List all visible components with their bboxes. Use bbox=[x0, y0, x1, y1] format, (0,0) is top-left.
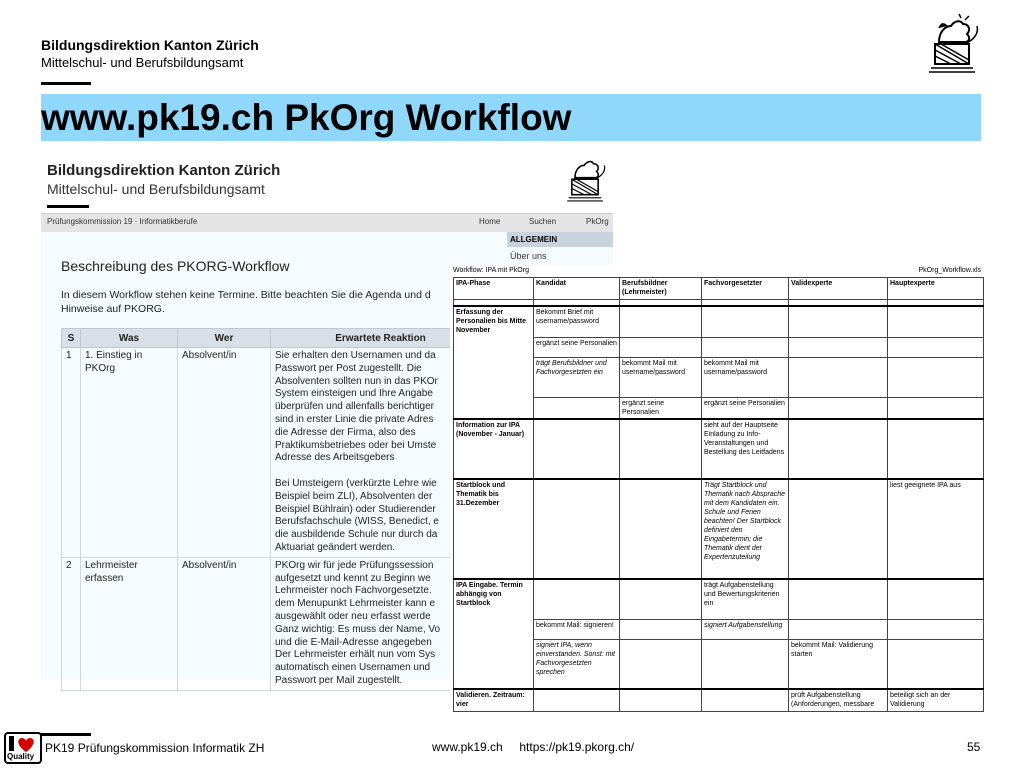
cell: Bekommt Brief mit username/password bbox=[534, 306, 620, 338]
cell bbox=[702, 619, 789, 639]
cell-text: signiert Aufgabenstellung bbox=[704, 621, 783, 629]
header-rule bbox=[41, 82, 91, 85]
cell-was bbox=[81, 348, 178, 558]
cell-line: Beispiel beim ZLI), Absolventen der bbox=[275, 490, 433, 502]
cell-line: Adresse des Arbeitsgebers bbox=[275, 452, 395, 464]
column-header-validexperte: Validexperte bbox=[789, 278, 888, 300]
column-header-reaktion: Erwartete Reaktion bbox=[271, 329, 491, 348]
table-row bbox=[454, 419, 984, 479]
cell-line: Sie erhalten den Usernamen und da bbox=[275, 350, 436, 361]
cell: ergänzt seine Personalien bbox=[702, 398, 789, 420]
screenshot-nav-site: Prüfungskommission 19 · Informatikberufe bbox=[47, 217, 198, 226]
screenshot-org-department: Mittelschul- und Berufsbildungsamt bbox=[47, 181, 265, 197]
spreadsheet-filename: PkOrg_Workflow.xls bbox=[918, 267, 981, 274]
cell-line: überprüfen und allenfalls berichtiger bbox=[275, 401, 434, 413]
cell: ergänzt seine Personalien bbox=[534, 338, 620, 358]
workflow-table bbox=[453, 277, 984, 712]
cell-line: Aktuariat geändert werden. bbox=[275, 541, 396, 553]
org-department: Mittelschul- und Berufsbildungsamt bbox=[41, 55, 244, 70]
footer-organization: PK19 Prüfungskommission Informatik ZH bbox=[45, 741, 265, 755]
cell: sieht auf der Hauptseite Einladung zu Info-Veranstaltungen und Bestellung des Leitfadens bbox=[702, 419, 789, 479]
zurich-lion-logo-icon bbox=[561, 152, 609, 208]
cell-line: aufgesetzt und kennt zu Beginn we bbox=[275, 572, 431, 584]
cell: prüft Aufgabenstellung (Anforderungen, messbare bbox=[789, 689, 888, 711]
cell-line: die Adresse der Firma, also des bbox=[275, 426, 416, 438]
table-row bbox=[454, 306, 984, 338]
slide-title: www.pk19.ch PkOrg Workflow bbox=[41, 97, 572, 138]
column-header-phase: IPA-Phase bbox=[454, 278, 534, 300]
cell-line: Praktikumsbetriebes oder bei Umste bbox=[275, 439, 437, 451]
table-row bbox=[62, 557, 491, 690]
screenshot-sidebar bbox=[507, 232, 613, 268]
column-header-was: Was bbox=[81, 329, 178, 348]
cell: bekommt Mail mit username/password bbox=[702, 358, 789, 398]
cell-line: Bei Umsteigern (verkürzte Lehre wie bbox=[275, 477, 437, 489]
i-love-quality-icon bbox=[4, 732, 42, 764]
footer-rule bbox=[41, 733, 91, 736]
table-row bbox=[454, 479, 984, 579]
cell: ergänzt seine Personalien bbox=[620, 398, 702, 420]
column-header-s: S bbox=[62, 329, 81, 348]
column-header-wer: Wer bbox=[178, 329, 271, 348]
cell-line: Passwort per Mail zugestellt. bbox=[275, 674, 403, 686]
cell bbox=[534, 639, 620, 689]
table-row bbox=[454, 579, 984, 619]
cell-wer: Absolvent/in bbox=[178, 557, 271, 690]
table-row bbox=[62, 348, 491, 558]
cell-line: und die E-Mail-Adresse angegeben bbox=[275, 636, 432, 648]
column-header-berufsbildner: Berufsbildner (Lehrmeister) bbox=[620, 278, 702, 300]
phase-cell: Validieren. Zeitraum: vier bbox=[454, 689, 534, 711]
cell: bekommt Mail: Validierung starten bbox=[789, 639, 888, 689]
nav-suchen[interactable]: Suchen bbox=[529, 217, 557, 226]
page-number: 55 bbox=[967, 740, 981, 754]
cell-line: PKOrg wir für jede Prüfungssession bbox=[275, 559, 434, 571]
cell-s: 1 bbox=[62, 348, 81, 558]
table-row bbox=[454, 639, 984, 689]
screenshot-heading: Beschreibung des PKORG-Workflow bbox=[61, 258, 290, 274]
zurich-lion-logo-icon bbox=[921, 14, 983, 76]
cell-line: Lehrmeister noch Fachvorgesetzte. bbox=[275, 585, 432, 597]
table-row bbox=[454, 398, 984, 420]
table-row bbox=[454, 338, 984, 358]
cell-line: System einsteigen und Ihre Angabe bbox=[275, 388, 433, 400]
cell-line: PKOrg bbox=[85, 362, 116, 374]
table-row bbox=[454, 358, 984, 398]
column-header-fachvorgesetzter: Fachvorgesetzter bbox=[702, 278, 789, 300]
cell-line: die ausbildende Schule nur durch da bbox=[275, 529, 438, 541]
cell-line: erfassen bbox=[85, 572, 124, 584]
cell: trägt Aufgabenstellung und Bewertungskriterien ein bbox=[702, 579, 789, 619]
cell-line: Der Lehrmeister erhält nun vom Sys bbox=[275, 649, 436, 661]
cell-line: dem Menupunkt Lehrmeister kann e bbox=[275, 598, 436, 610]
intro-line: Hinweise auf PKORG. bbox=[61, 303, 165, 315]
cell-line: Lehrmeister bbox=[85, 559, 138, 571]
cell: liest geeignete IPA aus bbox=[888, 479, 984, 579]
cell: bekommt Mail mit username/password bbox=[620, 358, 702, 398]
phase-cell: Erfassung der Personalien bis Mitte November bbox=[454, 306, 534, 420]
column-header-kandidat: Kandidat bbox=[534, 278, 620, 300]
cell bbox=[534, 358, 620, 398]
footer-links[interactable]: www.pk19.ch https://pk19.pkorg.ch/ bbox=[432, 740, 635, 754]
workflow-description-table bbox=[61, 328, 491, 691]
table-header-row bbox=[454, 278, 984, 300]
column-header-hauptexperte: Hauptexperte bbox=[888, 278, 984, 300]
intro-line: In diesem Workflow stehen keine Termine. Bitte beachten Sie die Agenda und d bbox=[61, 289, 431, 301]
cell-line: Beispiel Bühlrain) oder Studierender bbox=[275, 503, 436, 515]
sidebar-item-allgemein[interactable]: ALLGEMEIN bbox=[507, 232, 613, 247]
cell-line: Ganz wichtig: Es muss der Name, Vo bbox=[275, 623, 441, 635]
cell-text: signiert IPA, wenn einverstanden. Sonst: mit Fachvorgesetzten sprechen bbox=[536, 641, 615, 676]
phase-cell: IPA Eingabe. Termin abhängig von Startblock bbox=[454, 579, 534, 689]
cell-wer: Absolvent/in bbox=[178, 348, 271, 558]
sidebar-item-ueber-uns[interactable]: Über uns bbox=[510, 251, 547, 261]
cell-text: trägt Berufsbildner und Fachvorgesetzten ein bbox=[536, 360, 607, 376]
cell-line: ausgewählt oder neu erfasst werde bbox=[275, 610, 431, 622]
cell-line: Passwort per Post zugestellt. Die bbox=[275, 362, 422, 374]
nav-pkorg[interactable]: PkOrg bbox=[586, 217, 609, 226]
cell-was bbox=[81, 557, 178, 690]
cell-line: sind in erster Linie die private Adres bbox=[275, 413, 434, 425]
cell-line: 1. Einstieg in bbox=[85, 350, 143, 361]
cell-line: Absolventen sollten nun in das PKOr bbox=[275, 375, 438, 387]
cell: beteiligt sich an der Validierung bbox=[888, 689, 984, 711]
quality-label: Quality bbox=[7, 752, 35, 761]
phase-cell: Information zur IPA (November - Januar) bbox=[454, 419, 534, 479]
nav-home[interactable]: Home bbox=[479, 217, 501, 226]
cell-s: 2 bbox=[62, 557, 81, 690]
screenshot-org-name: Bildungsdirektion Kanton Zürich bbox=[47, 162, 281, 179]
phase-cell: Startblock und Thematik bis 31.Dezember bbox=[454, 479, 534, 579]
screenshot-rule bbox=[47, 205, 89, 208]
screenshot-intro bbox=[61, 288, 451, 316]
cell-line: Berufsfachschule (WISS, Benedict, e bbox=[275, 516, 439, 528]
table-row bbox=[454, 689, 984, 711]
cell-line: automatisch einen Usernamen und bbox=[275, 662, 431, 674]
org-name: Bildungsdirektion Kanton Zürich bbox=[41, 37, 259, 53]
cell-text: Trägt Startblock und Thematik nach Absprache mit dem Kandidaten ein. Schule und Ferien beachten! Der Startblock definiert den Eingabetermin; die Thematik dient der Expertenzuteilung bbox=[704, 482, 786, 561]
table-row bbox=[454, 619, 984, 639]
screenshot-nav-bar bbox=[41, 213, 613, 233]
workflow-spreadsheet bbox=[450, 266, 984, 716]
cell bbox=[702, 479, 789, 579]
cell: bekommt Mail: signieren! bbox=[534, 619, 620, 639]
spreadsheet-caption: Workflow: IPA mit PkOrg bbox=[453, 267, 529, 274]
